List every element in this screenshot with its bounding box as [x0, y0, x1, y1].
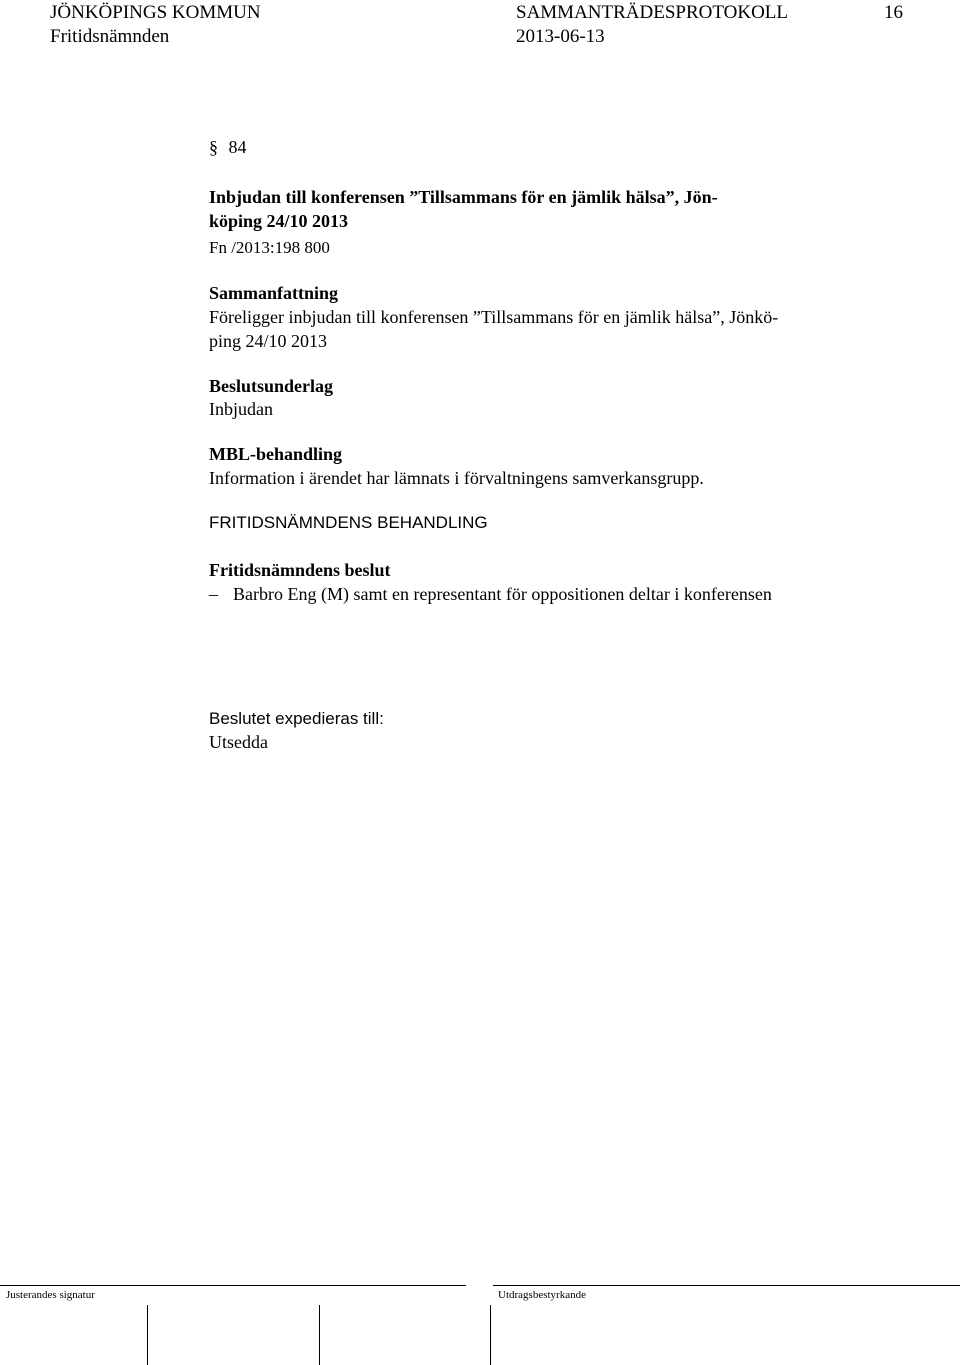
- summary-text-line-1: Föreligger inbjudan till konferensen ”Tillsammans för en jämlik hälsa”, Jönkö-: [209, 307, 779, 327]
- page-number: 16: [884, 2, 903, 23]
- certification-label: Utdragsbestyrkande: [498, 1289, 586, 1301]
- paragraph-sign: §: [209, 137, 218, 157]
- organization-name: JÖNKÖPINGS KOMMUN: [50, 2, 261, 23]
- summary-text-line-2: ping 24/10 2013: [209, 331, 328, 351]
- signature-box-divider-3: [490, 1305, 491, 1365]
- section-title-line-2: köping 24/10 2013: [209, 211, 349, 231]
- mbl-text: Information i ärendet har lämnats i förvaltningens samverkansgrupp.: [209, 468, 704, 488]
- section-number: [209, 136, 247, 159]
- mbl-heading: MBL-behandling: [209, 444, 343, 464]
- dispatch-recipient: Utsedda: [209, 732, 268, 752]
- document-type: SAMMANTRÄDESPROTOKOLL: [516, 2, 789, 23]
- meeting-date: 2013-06-13: [516, 26, 605, 47]
- signature-label: Justerandes signatur: [6, 1289, 95, 1301]
- section-number-value: 84: [228, 137, 247, 157]
- summary-heading: Sammanfattning: [209, 283, 339, 303]
- decision-item-text: Barbro Eng (M) samt en representant för oppositionen deltar i konferensen: [233, 584, 772, 604]
- committee-name: Fritidsnämnden: [50, 26, 170, 47]
- decision-dash: –: [209, 584, 218, 604]
- signature-box-divider-2: [319, 1305, 320, 1365]
- footer-rule-right: [493, 1285, 960, 1286]
- section-title-line-1: Inbjudan till konferensen ”Tillsammans för en jämlik hälsa”, Jön-: [209, 187, 718, 207]
- case-number: Fn /2013:198 800: [209, 238, 330, 257]
- dispatch-label: Beslutet expedieras till:: [209, 709, 384, 728]
- basis-heading: Beslutsunderlag: [209, 376, 334, 396]
- decision-heading: Fritidsnämndens beslut: [209, 560, 391, 580]
- signature-box-divider-1: [147, 1305, 148, 1365]
- footer-rule-left: [0, 1285, 466, 1286]
- board-handling-heading: FRITIDSNÄMNDENS BEHANDLING: [209, 513, 488, 532]
- basis-text: Inbjudan: [209, 399, 273, 419]
